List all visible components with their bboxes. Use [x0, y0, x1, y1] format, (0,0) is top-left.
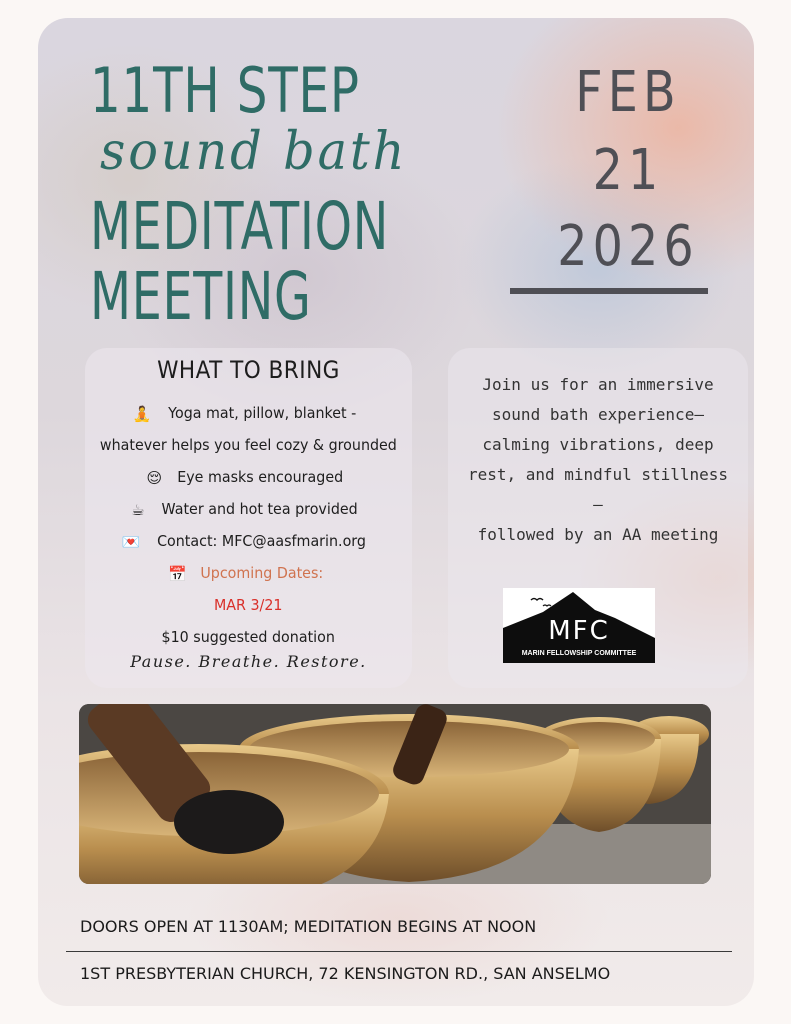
title-line-2-script: sound bath [100, 122, 408, 182]
what-to-bring-heading: WHAT TO BRING [157, 356, 340, 384]
bring-item-contact [85, 532, 412, 551]
singing-bowls-illustration [79, 704, 711, 884]
singing-bowls-photo [79, 704, 711, 884]
date-day: 21 [592, 138, 664, 203]
join-line: — [593, 495, 603, 514]
calendar-icon: 📅 [168, 564, 188, 583]
relieved-face-icon: 😌 [146, 468, 163, 487]
title-line-4: MEETING [90, 258, 312, 335]
bring-item-cozy [85, 436, 412, 454]
join-line: followed by an AA meeting [477, 525, 719, 544]
join-line: sound bath experience— [492, 405, 704, 424]
bring-item-yoga [85, 404, 412, 423]
bring-item-upcoming [85, 564, 412, 583]
donation-note [85, 628, 412, 646]
upcoming-date-march [85, 596, 412, 614]
bring-item-eye-masks [85, 468, 412, 487]
date-month: FEB [575, 60, 681, 125]
date-underline [510, 288, 708, 294]
title-line-3: MEDITATION [90, 188, 389, 265]
join-line: rest, and mindful stillness [467, 465, 729, 484]
tagline: Pause. Breathe. Restore. [130, 652, 367, 671]
love-letter-icon: 💌 [121, 532, 141, 551]
logo-letters: MFC [548, 616, 610, 646]
bring-item-text: whatever helps you feel cozy & grounded [100, 436, 397, 454]
bring-item-tea [85, 500, 412, 519]
hot-beverage-icon: ☕ [131, 500, 145, 519]
logo-subtitle: MARIN FELLOWSHIP COMMITTEE [521, 650, 637, 657]
flyer-poster [38, 18, 754, 1006]
upcoming-date-text: MAR 3/21 [214, 596, 283, 614]
bring-item-text: Eye masks encouraged [177, 468, 344, 486]
join-line: Join us for an immersive [482, 375, 714, 394]
date-year: 2026 [557, 214, 699, 279]
mfc-logo [503, 588, 655, 663]
donation-text: $10 suggested donation [161, 628, 336, 646]
yoga-person-icon: 🧘 [132, 404, 152, 423]
upcoming-dates-label: Upcoming Dates: [200, 564, 324, 582]
contact-email[interactable]: Contact: MFC@aasfmarin.org [157, 532, 367, 550]
bring-item-text: Yoga mat, pillow, blanket - [167, 404, 356, 422]
footer-divider [66, 951, 732, 952]
footer-location: 1ST PRESBYTERIAN CHURCH, 72 KENSINGTON RD., SAN ANSELMO [80, 964, 611, 983]
title-line-1: 11TH STEP [90, 54, 360, 127]
bring-item-text: Water and hot tea provided [161, 500, 358, 518]
footer-hours: DOORS OPEN AT 1130AM; MEDITATION BEGINS AT NOON [80, 917, 537, 936]
join-line: calming vibrations, deep [482, 435, 714, 454]
